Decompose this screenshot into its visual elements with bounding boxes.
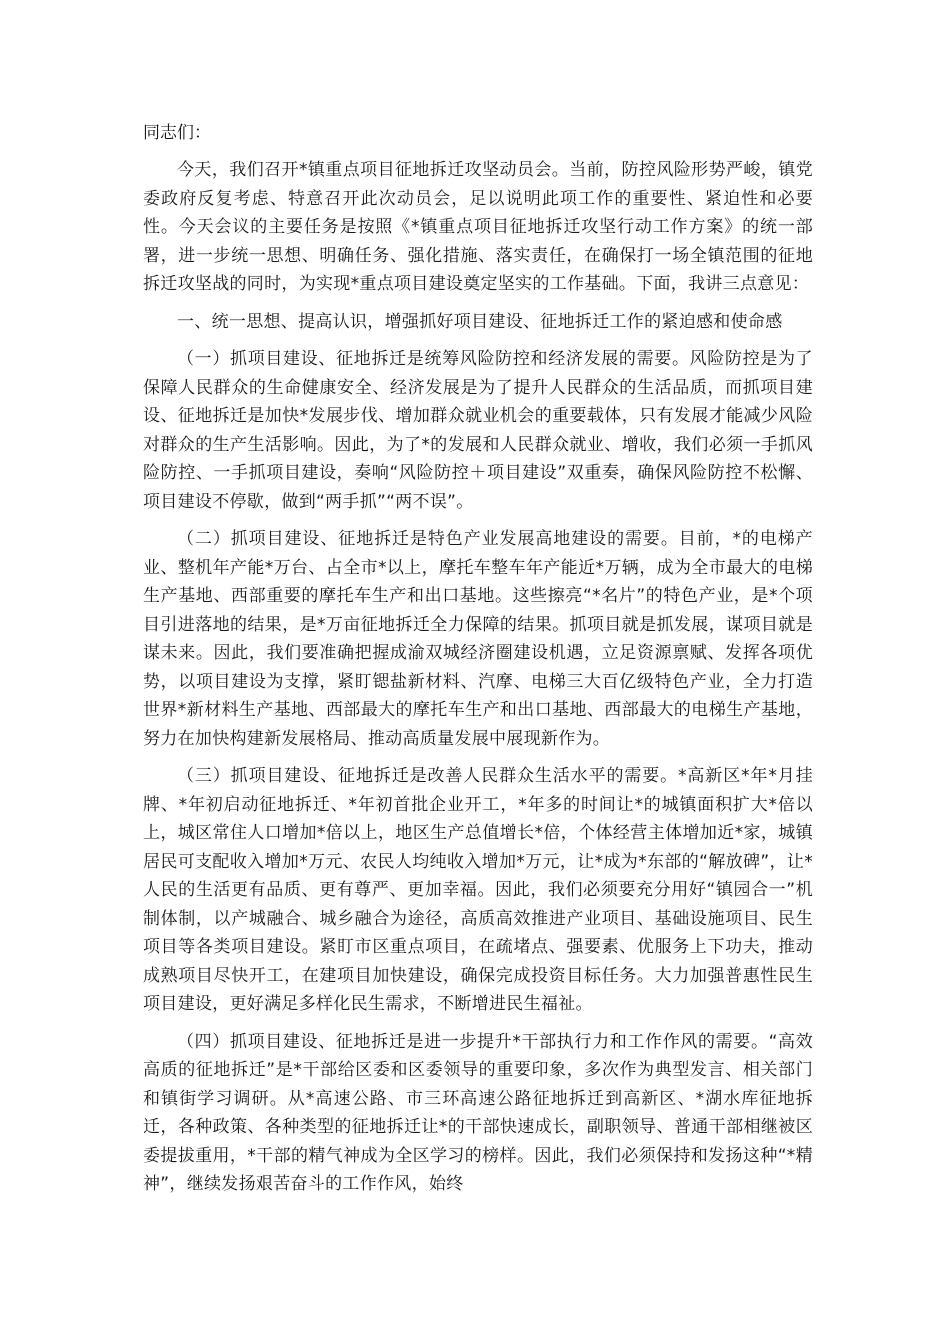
section-heading-1: 一、统一思想、提高认识，增强抓好项目建设、征地拆迁工作的紧迫感和使命感 — [177, 311, 783, 332]
subsection-1: （一）抓项目建设、征地拆迁是统筹风险防控和经济发展的需要。风险防控是为了保障人民群众的生命健康安全、经济发展是为了提升人民群众的生活品质，而抓项目建设、征地拆迁是加快*发展步伐、增加群众就业机会的重要载体，只有发展才能减少风险对群众的生产生活影响。因此，为了*的发展和人民群众就业、增收，我们必须一手抓风险防控、一手抓项目建设，奏响“风险防控＋项目建设”双重奏，确保风险防控不松懈、项目建设不停歇，做到“两手抓”“两不误”。 — [143, 349, 813, 512]
salutation: 同志们： — [143, 123, 211, 143]
opening-paragraph: 今天，我们召开*镇重点项目征地拆迁攻坚动员会。当前，防控风险形势严峻，镇党委政府反复考虑、特意召开此次动员会，足以说明此项工作的重要性、紧迫性和必要性。今天会议的主要任务是按照《*镇重点项目征地拆迁攻坚行动工作方案》的统一部署，进一步统一思想、明确任务、强化措施、落实责任，在确保打一场全镇范围的征地拆迁攻坚战的同时，为实现*重点项目建设奠定坚实的工作基础。下面，我讲三点意见： — [143, 160, 813, 294]
subsection-3: （三）抓项目建设、征地拆迁是改善人民群众生活水平的需要。*高新区*年*月挂牌、*年初启动征地拆迁、*年初首批企业开工，*年多的时间让*的城镇面积扩大*倍以上，城区常住人口增加*倍以上，地区生产总值增长*倍，个体经营主体增加近*家，城镇居民可支配收入增加*万元、农民人均纯收入增加*万元，让*成为*东部的“解放碑”，让*人民的生活更有品质、更有尊严、更加幸福。因此，我们必须要充分用好“镇园合一”机制体制，以产城融合、城乡融合为途径，高质高效推进产业项目、基础设施项目、民生项目等各类项目建设。紧盯市区重点项目，在疏堵点、强要素、优服务上下功夫，推动成熟项目尽快开工，在建项目加快建设，确保完成投资目标任务。大力加强普惠性民生项目建设，更好满足多样化民生需求，不断增进民生福祉。 — [143, 766, 813, 1014]
subsection-2: （二）抓项目建设、征地拆迁是特色产业发展高地建设的需要。目前，*的电梯产业、整机年产能*万台、占全市*以上，摩托车整车年产能近*万辆，成为全市最大的电梯生产基地、西部重要的摩托车生产和出口基地。这些擦亮“*名片”的特色产业，是*个项目引进落地的结果，是*万亩征地拆迁全力保障的结果。抓项目就是抓发展，谋项目就是谋未来。因此，我们要准确把握成渝双城经济圈建设机遇，立足资源禀赋、发挥各项优势，以项目建设为支撑，紧盯锶盐新材料、汽摩、电梯三大百亿级特色产业，全力打造世界*新材料生产基地、西部最大的摩托车生产和出口基地、西部最大的电梯生产基地，努力在加快构建新发展格局、推动高质量发展中展现新作为。 — [143, 529, 813, 749]
document-page — [143, 118, 813, 1208]
subsection-4: （四）抓项目建设、征地拆迁是进一步提升*干部执行力和工作作风的需要。“高效高质的征地拆迁”是*干部给区委和区委领导的重要印象，多次作为典型发言、相关部门和镇街学习调研。从*高速公路、市三环高速公路征地拆迁到高新区、*湖水库征地拆迁，各种政策、各种类型的征地拆迁让*的干部快速成长，副职领导、普通干部相继被区委提拔重用，*干部的精气神成为全区学习的榜样。因此，我们必须保持和发扬这种“*精神”，继续发扬艰苦奋斗的工作作风，始终 — [143, 1031, 813, 1194]
